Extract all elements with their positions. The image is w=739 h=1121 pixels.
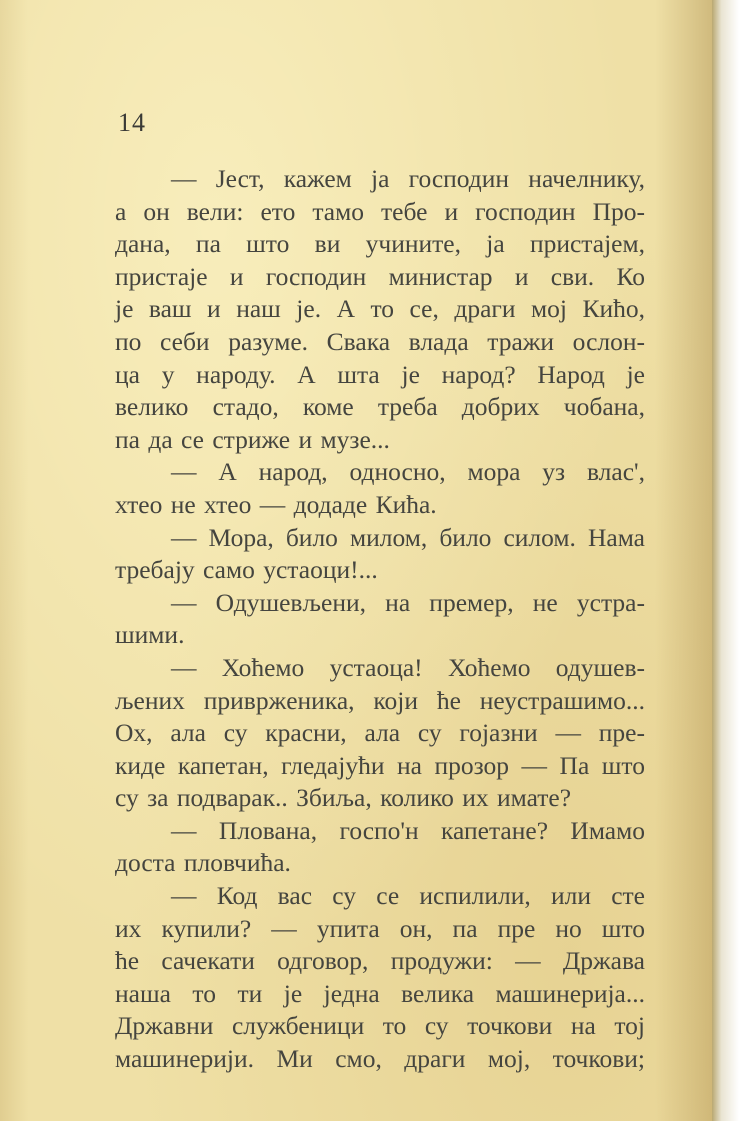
text-line: шими. <box>115 620 185 650</box>
text-line: љених привржeника, који ће неустрашимо... <box>115 685 645 715</box>
text-line: — Плована, госпо'н капетане? Имамо <box>171 815 645 845</box>
text-line: — Одушевљени, на премер, не устра- <box>171 587 645 617</box>
text-line: па да се стриже и музе... <box>115 424 390 454</box>
scan-edge <box>712 0 739 1121</box>
page-number: 14 <box>118 108 146 137</box>
text-line: ца у народу. А шта је народ? Народ је <box>115 359 645 389</box>
text-line: наша то ти је једна велика машинерија... <box>115 978 645 1008</box>
text-line: — Хоћемо устаоца! Хоћемо одушев- <box>171 652 645 682</box>
text-line: пристаје и господин министар и сви. Ко <box>115 261 645 291</box>
text-line: су за подварак.. Збиља, колико их имате? <box>115 783 572 813</box>
text-line: машинерији. Ми смо, драги мој, точкови; <box>115 1044 645 1074</box>
text-line: велико стадо, коме треба добрих чобана, <box>115 392 645 422</box>
text-line: киде капетан, гледајући на прозор — Па што <box>115 750 645 780</box>
text-line: ће сачекати одговор, продужи: — Држава <box>115 946 645 976</box>
text-line: по себи разуме. Свака влада тражи ослон- <box>115 326 645 356</box>
text-line: Ох, ала су красни, ала су гојазни — пре- <box>115 718 645 748</box>
text-line: их купили? — упита он, па пре но што <box>115 913 645 943</box>
text-line: дана, па што ви учините, ја пристајем, <box>115 229 645 259</box>
text-line: доста пловчића. <box>115 848 291 878</box>
text-line: — Јест, кажем ја господин начелнику, <box>171 164 645 193</box>
text-line: — А народ, односно, мора уз влас', <box>171 457 645 487</box>
text-line: — Код вас су се испилили, или сте <box>171 881 645 911</box>
text-line: требају само устаоци!... <box>115 555 378 585</box>
text-line: хтео не хтео — додаде Кића. <box>115 489 437 519</box>
text-line: је ваш и наш је. А то се, драги мој Кићо, <box>115 294 645 324</box>
text-line: — Мора, било милом, било силом. Нама <box>171 522 645 552</box>
body-text <box>115 163 645 1076</box>
text-line: а он вели: ето тамо тебе и господин Про- <box>115 196 645 226</box>
text-line: Државни службеници то су точкови на тој <box>115 1011 645 1041</box>
